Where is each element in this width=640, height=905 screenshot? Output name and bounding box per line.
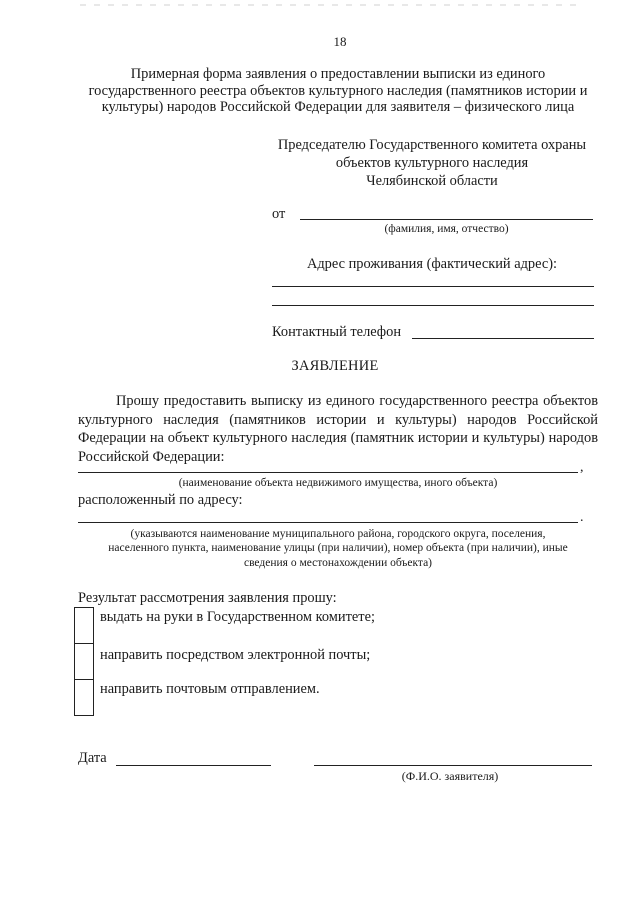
date-label: Дата	[78, 750, 107, 766]
object-name-field[interactable]	[78, 472, 578, 473]
option-checkbox-in-person[interactable]	[74, 607, 94, 644]
object-field-comma: ,	[580, 460, 584, 475]
option-email-label: направить посредством электронной почты;	[100, 647, 371, 663]
address-field-period: .	[580, 510, 584, 525]
location-caption-line-1: (указываются наименование муниципального района, городского округа, поселения,	[130, 528, 546, 540]
addressee-line-1: Председателю Государственного комитета охраны	[277, 137, 587, 153]
date-field[interactable]	[116, 765, 271, 766]
addressee-line-2: объектов культурного наследия	[335, 155, 529, 171]
object-address-field[interactable]	[78, 522, 578, 523]
request-text: Прошу предоставить выписку из единого государственного реестра объектов культурного наследия (памятников истории и культуры) народов Российской Федерации на объект культурного наследия (памятник истории и культуры) народов Российской Федерации:	[78, 393, 598, 465]
statement-heading: ЗАЯВЛЕНИЕ	[291, 358, 379, 374]
option-in-person-label: выдать на руки в Государственном комитете;	[100, 609, 375, 625]
option-post-label: направить почтовым отправлением.	[100, 681, 320, 697]
option-checkbox-post[interactable]	[74, 679, 94, 716]
addressee-block	[262, 136, 602, 190]
location-caption-line-2: населенного пункта, наименование улицы (при наличии), номер объекта (при наличии), иные	[108, 542, 568, 555]
result-label: Результат рассмотрения заявления прошу:	[78, 590, 337, 606]
phone-label: Контактный телефон	[272, 324, 402, 340]
scan-artifact	[80, 4, 580, 6]
full-name-caption: (фамилия, имя, отчество)	[384, 223, 509, 235]
located-label: расположенный по адресу:	[78, 492, 243, 508]
request-paragraph	[78, 392, 598, 466]
from-row	[272, 206, 594, 224]
signature-field[interactable]	[314, 765, 592, 766]
phone-field[interactable]	[412, 338, 594, 339]
signature-caption: (Ф.И.О. заявителя)	[401, 769, 499, 783]
form-title: Примерная форма заявления о предоставлении выписки из единого государственного реестра объектов культурного наследия (памятников истории и культуры) народов Российской Федерации для заявителя – физического лица	[88, 66, 588, 116]
address-field-line-2[interactable]	[272, 305, 594, 306]
address-label: Адрес проживания (фактический адрес):	[306, 256, 558, 272]
location-caption-line-3: сведения о местонахождении объекта)	[243, 556, 433, 569]
location-caption	[72, 527, 604, 570]
address-field-line-1[interactable]	[272, 286, 594, 287]
from-label: от	[272, 206, 286, 222]
object-name-caption: (наименование объекта недвижимого имущества, иного объекта)	[178, 477, 498, 489]
option-checkbox-email[interactable]	[74, 643, 94, 680]
page-number: 18	[333, 34, 347, 49]
full-name-field[interactable]	[300, 219, 593, 220]
addressee-line-3: Челябинской области	[366, 173, 498, 189]
